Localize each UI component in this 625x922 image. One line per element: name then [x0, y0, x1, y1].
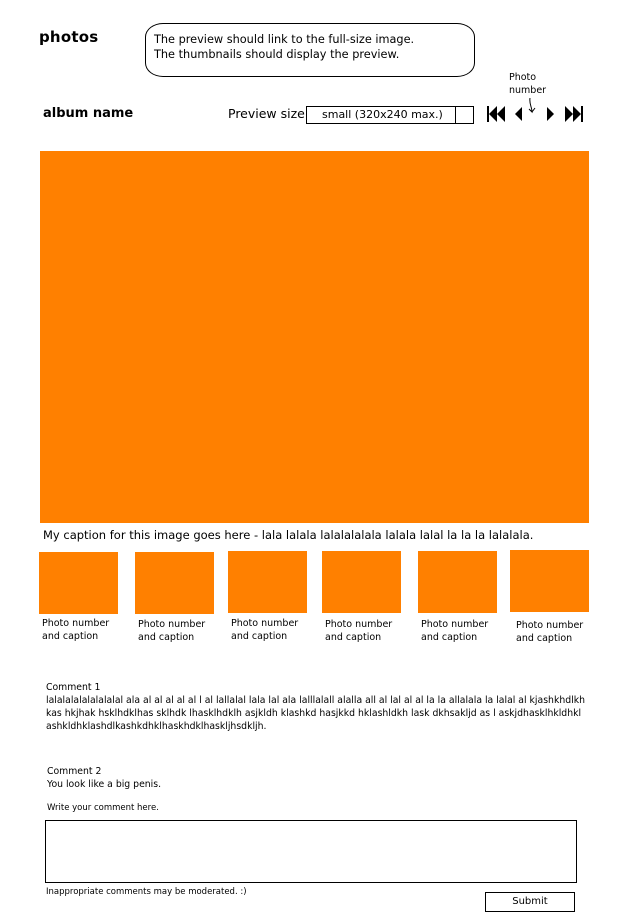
thumbnail-caption — [231, 617, 321, 643]
thumbnail-caption-line: and caption — [325, 632, 382, 643]
last-icon — [564, 104, 584, 124]
thumbnail-caption-line: Photo number — [231, 618, 299, 629]
previous-icon — [513, 104, 523, 124]
comment — [47, 766, 587, 791]
preview-image[interactable] — [40, 151, 589, 523]
photo-number-annotation — [509, 71, 546, 97]
thumbnail-caption — [516, 619, 606, 645]
thumbnail[interactable] — [418, 551, 497, 613]
thumbnail-caption — [421, 618, 511, 644]
thumbnail[interactable] — [510, 550, 589, 612]
thumbnail[interactable] — [39, 552, 118, 614]
first-icon — [486, 104, 506, 124]
comment-text: lalalalalalalalalal ala al al al al al l al lallalal lala lal ala lalllalall alalla all al lal al al la la allalala la lalal al kjashkhdlkhkas hkjhak hsklhdklhas sklhdk lhasklhdklh asjkldh klashkd hasjkkd hklashldkh lask dkhsakljd as l askjdhasklhkldhklashkldhklashdlkashkdhklhaskhdklhaskljhsdkljh. — [46, 695, 585, 732]
previous-photo-button[interactable] — [513, 104, 523, 126]
comment-heading: Comment 2 — [47, 766, 102, 777]
annotation-note-line: The preview should link to the full-size image. — [154, 33, 415, 46]
moderation-note: Inappropriate comments may be moderated. :) — [46, 887, 247, 897]
annotation-note — [145, 23, 475, 77]
comment-field-label: Write your comment here. — [47, 803, 159, 813]
thumbnail-caption-line: Photo number — [516, 620, 584, 631]
photo-number-annotation-line: number — [509, 85, 547, 96]
annotation-note-line: The thumbnails should display the preview. — [154, 48, 400, 61]
thumbnail-caption-line: and caption — [138, 632, 195, 643]
submit-button[interactable]: Submit — [485, 892, 575, 912]
thumbnail-caption — [138, 618, 228, 644]
dropdown-button[interactable] — [455, 106, 473, 124]
preview-size-select[interactable] — [306, 106, 474, 124]
thumbnail-caption-line: and caption — [42, 631, 99, 642]
comment-textarea[interactable] — [45, 820, 577, 883]
thumbnail-caption-line: and caption — [516, 633, 573, 644]
thumbnail[interactable] — [322, 551, 401, 613]
pointer-arrow-icon — [526, 98, 540, 123]
thumbnail-caption — [325, 618, 415, 644]
next-photo-button[interactable] — [546, 104, 556, 126]
thumbnail[interactable] — [228, 551, 307, 613]
thumbnail-caption-line: Photo number — [421, 619, 489, 630]
comment — [46, 682, 586, 733]
page-title: photos — [39, 28, 99, 46]
thumbnail-caption-line: Photo number — [138, 619, 206, 630]
comment-text: You look like a big penis. — [47, 779, 162, 790]
last-photo-button[interactable] — [564, 104, 584, 126]
image-caption: My caption for this image goes here - lala lalala lalalalalala lalala lalal la la la lalalala. — [43, 528, 534, 542]
comment-heading: Comment 1 — [46, 682, 101, 693]
thumbnail-caption-line: Photo number — [42, 618, 110, 629]
thumbnail-caption-line: and caption — [421, 632, 478, 643]
preview-size-label: Preview size — [228, 106, 305, 121]
thumbnail-caption-line: Photo number — [325, 619, 393, 630]
thumbnail[interactable] — [135, 552, 214, 614]
first-photo-button[interactable] — [486, 104, 506, 126]
photo-number-annotation-line: Photo — [509, 72, 537, 83]
album-name: album name — [43, 106, 134, 121]
thumbnail-caption — [42, 617, 132, 643]
thumbnail-caption-line: and caption — [231, 631, 288, 642]
next-icon — [546, 104, 556, 124]
preview-size-value: small (320x240 max.) — [322, 108, 443, 121]
